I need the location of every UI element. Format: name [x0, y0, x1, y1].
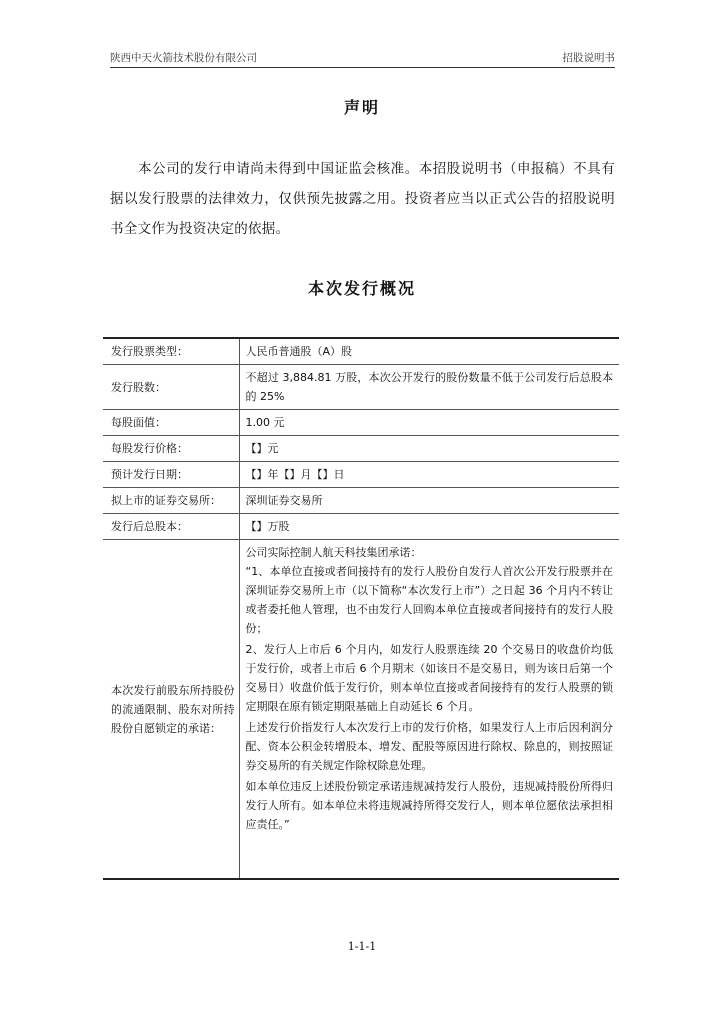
page-header [110, 50, 615, 66]
table-row [103, 488, 619, 514]
lockup-paragraph: 如本单位违反上述股份锁定承诺违规减持发行人股份，违规减持股份所得归发行人所有。如本单位未将违规减持所得交发行人，则本单位愿依法承担相应责任。” [245, 780, 613, 831]
row-label: 发行股数： [103, 365, 239, 410]
page-number: 1-1-1 [347, 940, 377, 953]
lockup-commitment-row [103, 540, 619, 880]
row-label: 发行后总股本： [103, 514, 239, 540]
row-value: 不超过 3,884.81 万股，本次公开发行的股份数量不低于公司发行后总股本的 25% [239, 365, 619, 410]
row-value: 【】万股 [239, 514, 619, 540]
row-label: 每股发行价格： [103, 436, 239, 462]
table-row [103, 410, 619, 436]
offering-overview-table [103, 337, 619, 880]
row-label: 每股面值： [103, 410, 239, 436]
row-value: 【】年【】月【】日 [239, 462, 619, 488]
lockup-label: 本次发行前股东所持股份的流通限制、股东对所持股份自愿锁定的承诺： [103, 540, 239, 880]
lockup-paragraph: 2、发行人上市后 6 个月内，如发行人股票连续 20 个交易日的收盘价均低于发行价，或者上市后 6 个月期末（如该日不是交易日，则为该日后第一个交易日）收盘价低于发行价，则本单位直接或者间接持有的发行人股票的锁定期限在原有锁定期限基础上自动延长 6 个月。 [245, 643, 613, 713]
row-label: 发行股票类型： [103, 338, 239, 365]
statement-title: 声明 [343, 98, 380, 117]
lockup-paragraph: 公司实际控制人航天科技集团承诺： [245, 546, 422, 559]
table-row [103, 338, 619, 365]
row-value: 深圳证券交易所 [239, 488, 619, 514]
row-value: 人民币普通股（A）股 [239, 338, 619, 365]
table-row [103, 514, 619, 540]
row-value: 【】元 [239, 436, 619, 462]
lockup-commitment [239, 540, 619, 880]
header-divider [110, 67, 615, 68]
overview-title: 本次发行概况 [307, 279, 416, 298]
row-label: 预计发行日期： [103, 462, 239, 488]
table-row [103, 462, 619, 488]
header-company-name: 陕西中天火箭技术股份有限公司 [110, 52, 257, 64]
table-row [103, 436, 619, 462]
lockup-paragraph: 上述发行价指发行人本次发行上市的发行价格，如果发行人上市后因利润分配、资本公积金转增股本、增发、配股等原因进行除权、除息的，则按照证券交易所的有关规定作除权除息处理。 [245, 721, 613, 772]
row-label: 拟上市的证券交易所： [103, 488, 239, 514]
table-row [103, 365, 619, 410]
statement-body: 本公司的发行申请尚未得到中国证监会核准。本招股说明书（申报稿）不具有据以发行股票的法律效力，仅供预先披露之用。投资者应当以正式公告的招股说明书全文作为投资决定的依据。 [110, 161, 615, 237]
lockup-paragraph: “1、本单位直接或者间接持有的发行人股份自发行人首次公开发行股票并在深圳证券交易所上市（以下简称“本次发行上市”）之日起 36 个月内不转让或者委托他人管理，也不由发行人回购本单位直接或者间接持有的发行人股份； [245, 565, 613, 635]
row-value: 1.00 元 [239, 410, 619, 436]
header-document-type: 招股说明书 [562, 52, 615, 64]
